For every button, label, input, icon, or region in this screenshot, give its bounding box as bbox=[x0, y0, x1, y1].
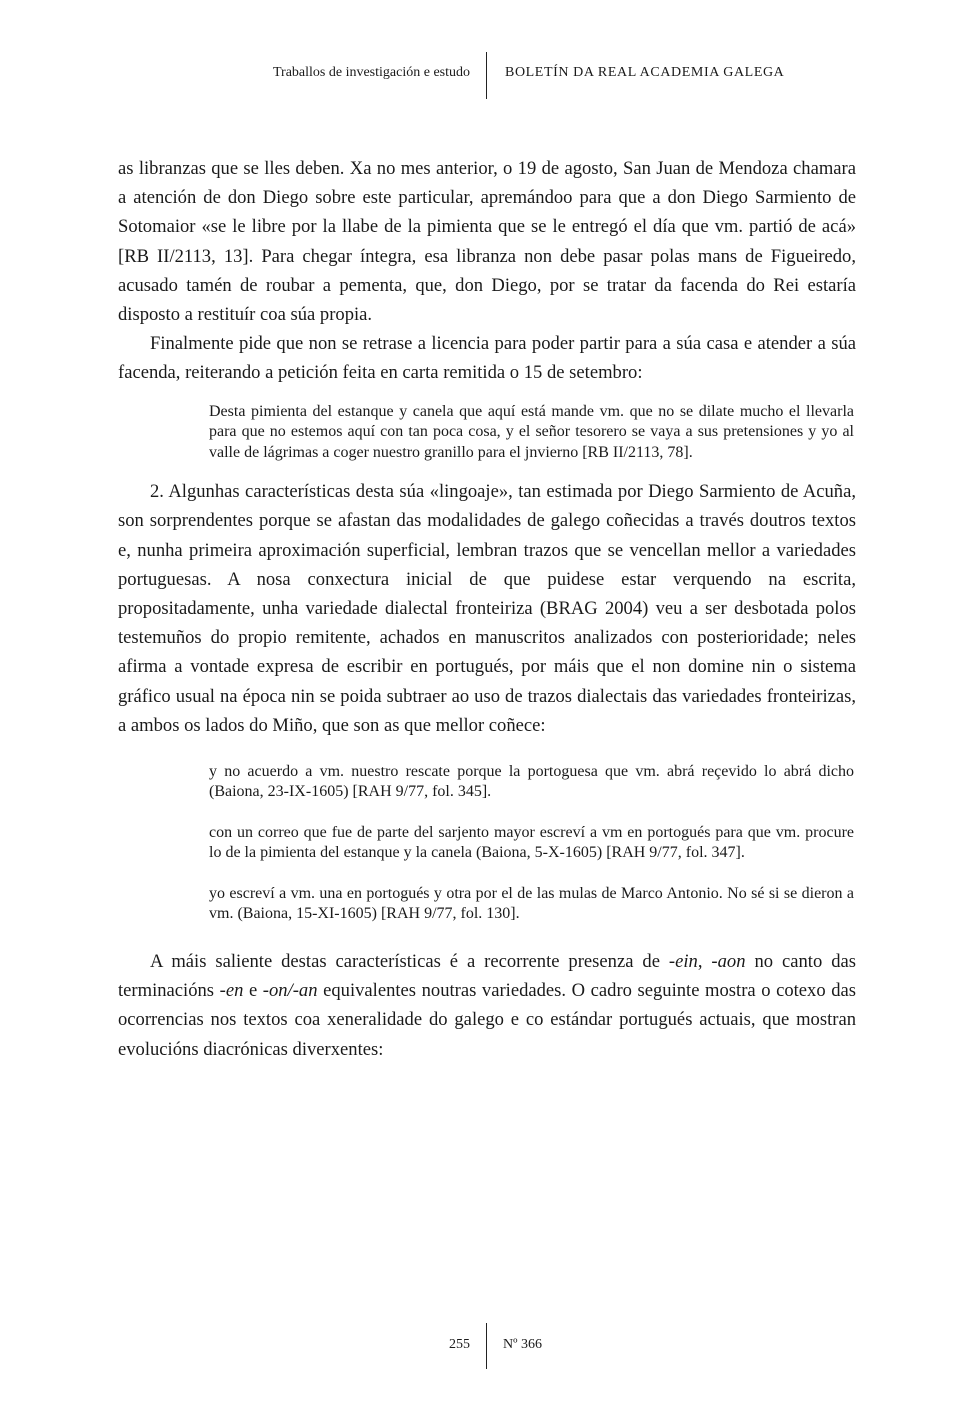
paragraph-4 bbox=[118, 947, 856, 1064]
issue-number: Nº 366 bbox=[503, 1337, 542, 1352]
block-quote-2: y no acuerdo a vm. nuestro rescate porque la portoguesa que vm. abrá reçevido lo abrá dicho (Baiona, 23-IX-1605) [RAH 9/77, fol. 345]. bbox=[209, 762, 854, 801]
p4-ending-on-an: -on/-an bbox=[262, 980, 318, 1002]
header-section: Traballos de investigación e estudo bbox=[272, 65, 470, 80]
paragraph-3: 2. Algunhas características desta súa «lingoaje», tan estimada por Diego Sarmiento de Acuña, son sorprendentes porque se afastan das modalidades de galego coñecidas a través doutros textos e, nunha primeira aproximación superficial, lembran trazos que se vencellan mellor a variedades portuguesas. A nosa conxectura inicial de que puidese estar verquendo na escrita, propositadamente, unha variedade dialectal fronteiriza (BRAG 2004) veu a ser desbotada polos testemuños do propio remitente, achados en manuscritos analizados con posterioridade; neles afirma a vontade expresa de escribir en portugués, por máis que el non domine nin o sistema gráfico usual na época nin se poida subtraer ao uso de trazos dialectais das variedades fronteirizas, a ambos os lados do Miño, que son as que mellor coñece: bbox=[118, 481, 856, 736]
p4-ending-aon: -aon bbox=[711, 950, 746, 972]
page-number: 255 bbox=[449, 1337, 470, 1352]
paragraph-2: Finalmente pide que non se retrase a licencia para poder partir para a súa casa e atender a súa facenda, reiterando a petición feita en carta remitida o 15 de setembro: bbox=[118, 333, 856, 384]
p4-text-3: no canto das terminacións bbox=[118, 950, 856, 1002]
header-divider bbox=[486, 52, 487, 99]
p4-text-1: A máis saliente destas características é a recorrente presenza de bbox=[150, 950, 669, 972]
header-journal: BOLETÍN DA REAL ACADEMIA GALEGA bbox=[505, 65, 785, 80]
article-body bbox=[118, 154, 856, 1064]
block-quote-group bbox=[118, 762, 856, 925]
p4-text-5: equivalentes noutras variedades. O cadro seguinte mostra o cotexo das ocorrencias nos textos coa xeneralidade do galego e co estándar portugués actuais, que mostran evolucións diacrónicas diverxentes: bbox=[118, 980, 857, 1060]
block-quote-1: Desta pimienta del estanque y canela que aquí está mande vm. que no se dilate mucho el llevarla para que no estemos aquí con tan poca cosa, y el señor tesorero se vaya a sus pretensiones y yo al valle de lágrimas a coger nuestro granillo para el jnvierno [RB II/2113, 78]. bbox=[209, 402, 854, 461]
p4-text-4: e bbox=[243, 980, 263, 1002]
running-header bbox=[0, 52, 975, 100]
block-quote-3: con un correo que fue de parte del sarjento mayor escreví a vm en portogués para que vm. procure lo de la pimienta del estanque y la canela (Baiona, 5-X-1605) [RAH 9/77, fol. 347]. bbox=[209, 823, 854, 862]
footer-divider bbox=[486, 1323, 487, 1369]
p4-ending-en: -en bbox=[219, 980, 244, 1002]
block-quote-4: yo escreví a vm. una en portogués y otra por el de las mulas de Marco Antonio. No sé si se dieron a vm. (Baiona, 15-XI-1605) [RAH 9/77, fol. 130]. bbox=[209, 884, 854, 923]
running-footer bbox=[0, 1323, 975, 1369]
paragraph-1: as libranzas que se lles deben. Xa no mes anterior, o 19 de agosto, San Juan de Mendoza chamara a atención de don Diego sobre este particular, apremándoo para que a don Diego Sarmiento de Sotomaior «se le libre por la llabe de la pimienta que se le entregó el día que vm. partió de acá» [RB II/2113, 13]. Para chegar íntegra, esa libranza non debe pasar polas mans de Figueiredo, acusado tamén de roubar a pementa, que, don Diego, por se tratar da facenda do Rei estaría disposto a restituír coa súa propia. bbox=[118, 158, 856, 326]
p4-text-2: , bbox=[697, 950, 712, 972]
p4-ending-ein: -ein bbox=[668, 950, 698, 972]
